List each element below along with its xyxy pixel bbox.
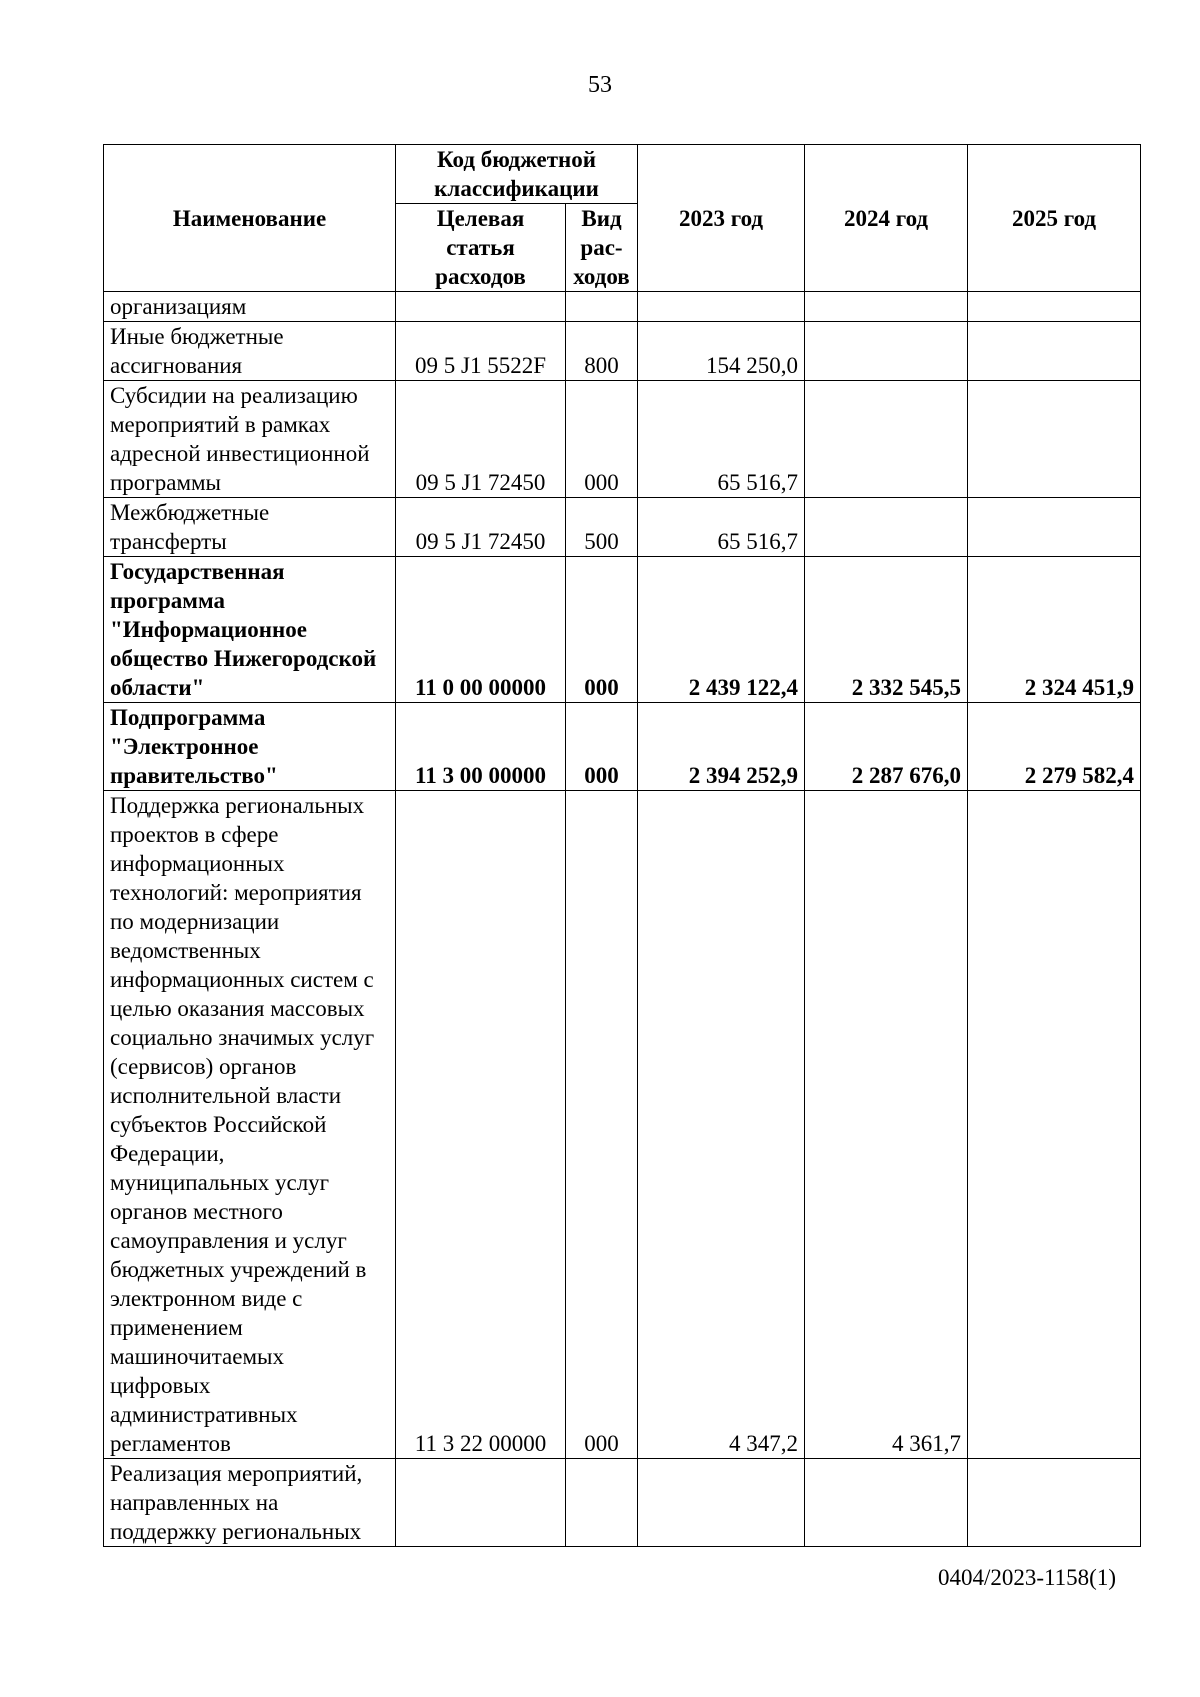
row-name: Иные бюджетные ассигнования [104,322,396,381]
row-2023: 4 347,2 [638,791,805,1459]
row-type: 000 [566,791,638,1459]
row-2025 [968,791,1141,1459]
row-code: 11 3 22 00000 [396,791,566,1459]
row-type: 000 [566,703,638,791]
row-type: 500 [566,498,638,557]
row-name: Субсидии на реализацию мероприятий в рамках адресной инвестиционной программы [104,381,396,498]
row-2024: 4 361,7 [805,791,968,1459]
row-2024 [805,1459,968,1547]
header-kbk: Код бюджетной классификации [396,145,638,204]
row-type: 000 [566,381,638,498]
row-code: 09 5 J1 5522F [396,322,566,381]
header-2024: 2024 год [805,145,968,292]
row-code: 11 3 00 00000 [396,703,566,791]
table-row [104,557,1141,703]
row-2025: 2 324 451,9 [968,557,1141,703]
row-2025 [968,381,1141,498]
row-type [566,1459,638,1547]
row-2024 [805,498,968,557]
row-code: 11 0 00 00000 [396,557,566,703]
row-2024: 2 332 545,5 [805,557,968,703]
row-2023: 2 394 252,9 [638,703,805,791]
row-2024 [805,292,968,322]
header-type: Вид рас-ходов [566,204,638,292]
row-2023 [638,292,805,322]
table-row [104,292,1141,322]
row-2025 [968,322,1141,381]
row-2024 [805,322,968,381]
row-2025 [968,292,1141,322]
header-2023: 2023 год [638,145,805,292]
row-name: Реализация мероприятий, направленных на поддержку региональных [104,1459,396,1547]
document-code: 0404/2023-1158(1) [937,1565,1116,1590]
header-2025: 2025 год [968,145,1141,292]
row-2023 [638,1459,805,1547]
table-row [104,381,1141,498]
row-name: Государственная программа "Информационное общество Нижегородской области" [104,557,396,703]
row-2023: 65 516,7 [638,498,805,557]
row-2025: 2 279 582,4 [968,703,1141,791]
row-2023: 2 439 122,4 [638,557,805,703]
row-type [566,292,638,322]
page-number: 53 [588,72,612,98]
row-2024: 2 287 676,0 [805,703,968,791]
row-name: Поддержка региональных проектов в сфере информационных технологий: мероприятия по модернизации ведомственных информационных систем с целью оказания массовых социально значимых услуг (сервисов) органов исполнительной власти субъектов Российской Федерации, муниципальных услуг органов местного самоуправления и услуг бюджетных учреждений в электронном виде с применением машиночитаемых цифровых административных регламентов [104,791,396,1459]
header-row-1 [104,145,1141,204]
table-body [104,292,1141,1547]
row-type: 800 [566,322,638,381]
row-2023: 154 250,0 [638,322,805,381]
table-row [104,498,1141,557]
table-row [104,322,1141,381]
header-target: Целевая статья расходов [396,204,566,292]
row-2025 [968,498,1141,557]
header-name: Наименование [104,145,396,292]
row-2023: 65 516,7 [638,381,805,498]
row-code [396,1459,566,1547]
table-row [104,791,1141,1459]
budget-table [103,144,1141,1547]
row-name: Межбюджетные трансферты [104,498,396,557]
row-type: 000 [566,557,638,703]
row-name: организациям [104,292,396,322]
row-2024 [805,381,968,498]
row-2025 [968,1459,1141,1547]
table-row [104,1459,1141,1547]
table-row [104,703,1141,791]
row-name: Подпрограмма "Электронное правительство" [104,703,396,791]
row-code [396,292,566,322]
row-code: 09 5 J1 72450 [396,381,566,498]
row-code: 09 5 J1 72450 [396,498,566,557]
